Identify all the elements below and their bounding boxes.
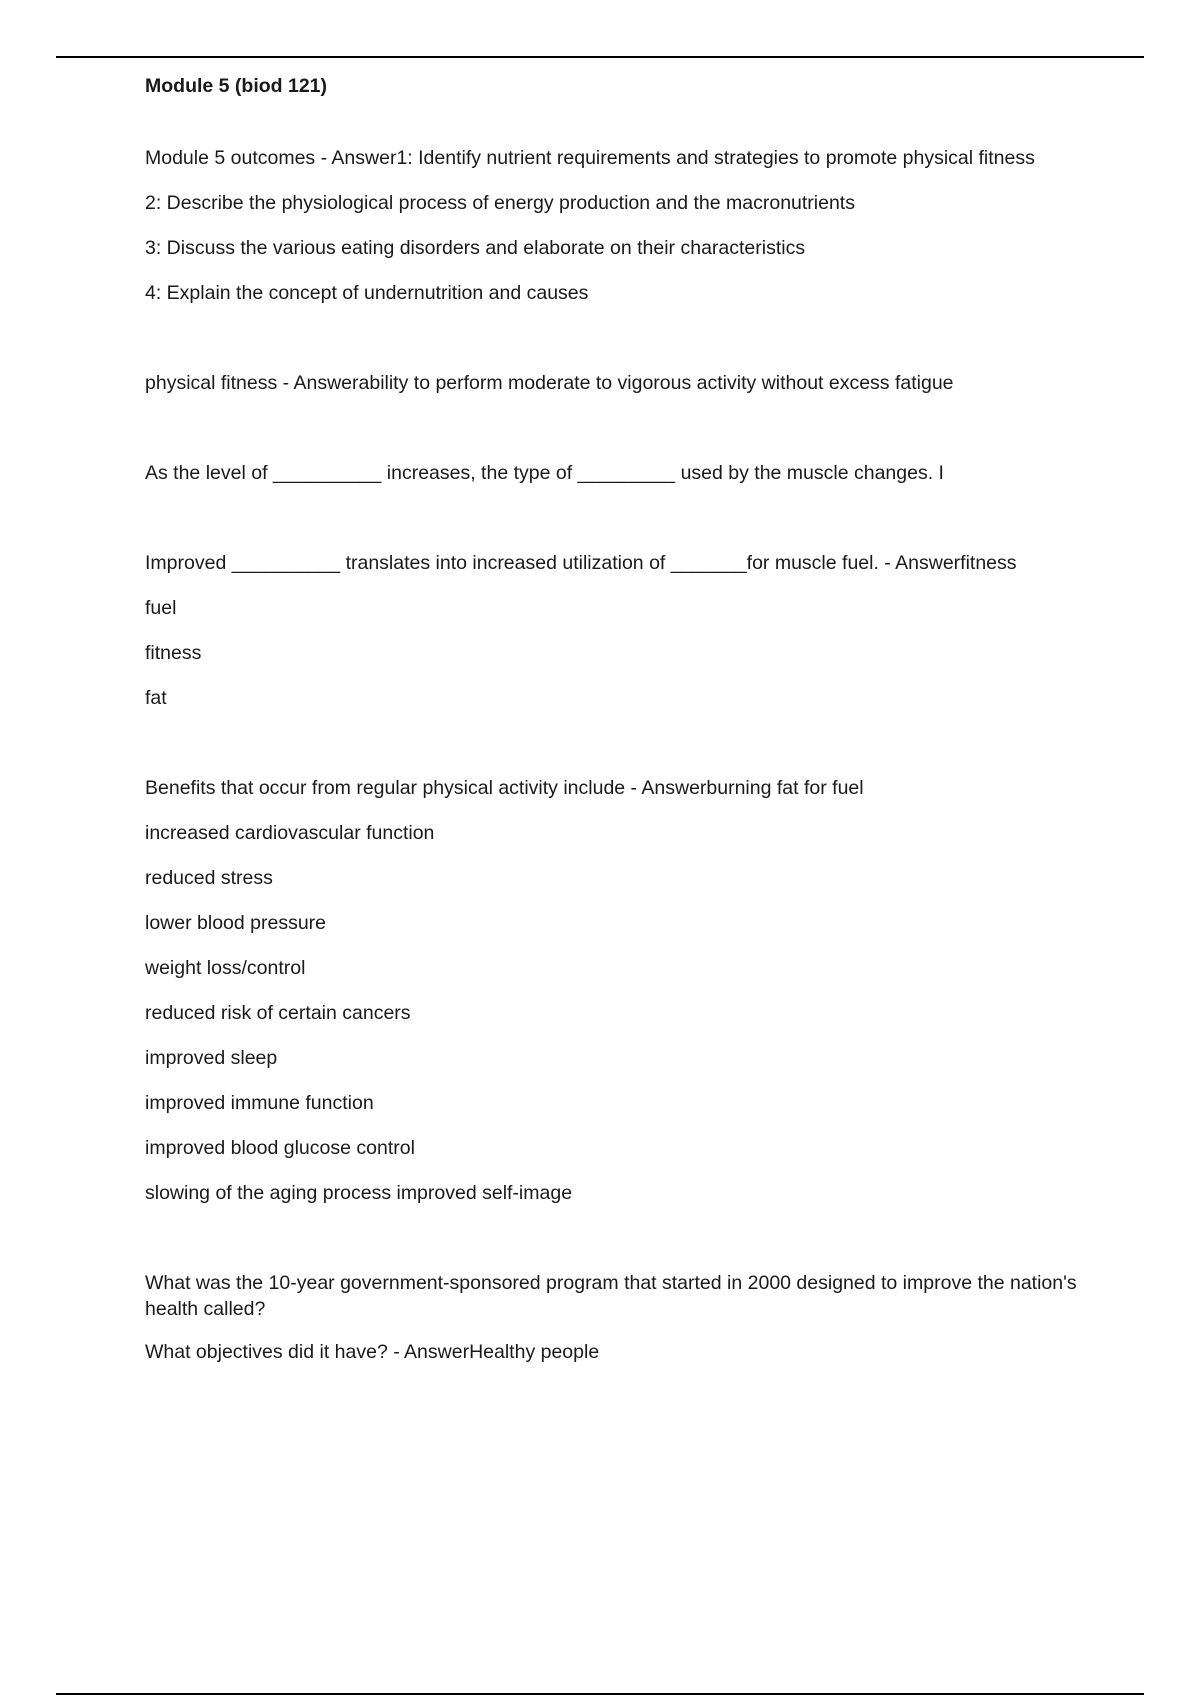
text-line: 4: Explain the concept of undernutrition and causes: [145, 282, 589, 304]
outcomes-block: [145, 145, 1095, 306]
text-line: slowing of the aging process improved self-image: [145, 1182, 573, 1204]
fill-in-block: [145, 460, 1095, 486]
improved-fitness-block: [145, 550, 1095, 711]
text-line: 2: Describe the physiological process of energy production and the macronutrients: [145, 192, 855, 214]
text-line: reduced stress: [145, 867, 273, 889]
text-line: improved sleep: [145, 1047, 278, 1069]
text-line: increased cardiovascular function: [145, 822, 435, 844]
text-line: What was the 10-year government-sponsored program that started in 2000 designed to improve the nation's health called?: [145, 1272, 1077, 1320]
text-line: Module 5 outcomes - Answer1: Identify nutrient requirements and strategies to promote physical fitness: [145, 147, 1035, 169]
text-line: improved blood glucose control: [145, 1137, 415, 1159]
text-line: physical fitness - Answerability to perform moderate to vigorous activity without excess fatigue: [145, 372, 954, 394]
text-line: improved immune function: [145, 1092, 374, 1114]
text-line: lower blood pressure: [145, 912, 327, 934]
text-line: weight loss/control: [145, 957, 306, 979]
text-line: As the level of __________ increases, the type of _________ used by the muscle changes. I: [145, 462, 944, 484]
physical-fitness-block: [145, 370, 1095, 396]
document-title: Module 5 (biod 121): [145, 75, 328, 97]
text-line: Improved __________ translates into increased utilization of _______for muscle fuel. - Answerfitness: [145, 552, 1017, 574]
text-line: fuel: [145, 597, 177, 619]
text-line: reduced risk of certain cancers: [145, 1002, 411, 1024]
text-line: Benefits that occur from regular physical activity include - Answerburning fat for fuel: [145, 777, 864, 799]
text-line: What objectives did it have? - AnswerHealthy people: [145, 1341, 600, 1363]
top-rule: [56, 56, 1144, 58]
healthy-people-block: [145, 1270, 1095, 1365]
benefits-block: [145, 775, 1095, 1206]
text-line: fitness: [145, 642, 202, 664]
document-body: [145, 73, 1095, 1384]
text-line: 3: Discuss the various eating disorders and elaborate on their characteristics: [145, 237, 806, 259]
text-line: fat: [145, 687, 167, 709]
bottom-rule: [56, 1693, 1144, 1695]
